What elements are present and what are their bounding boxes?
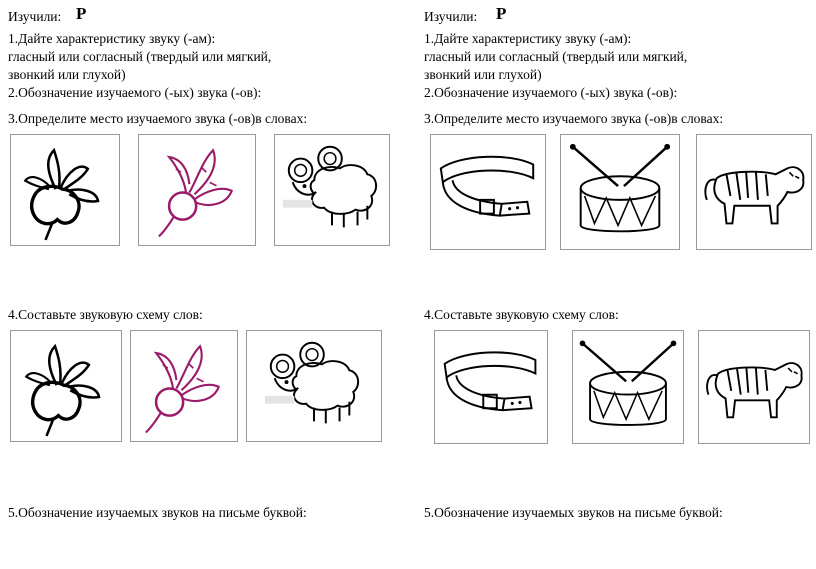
- tiger-icon: [699, 331, 809, 443]
- drum-icon: [561, 135, 679, 249]
- tiger-icon: [697, 135, 811, 249]
- ram-icon: [275, 135, 389, 245]
- studied-sound: Р: [76, 4, 87, 23]
- turnip-icon: [11, 331, 121, 441]
- studied-label: Изучили:: [424, 9, 478, 24]
- studied-label: Изучили:: [8, 9, 62, 24]
- task2: 2.Обозначение изучаемого (-ых) звука (-ов):: [424, 85, 678, 100]
- task1-line2: гласный или согласный (твердый или мягкий,: [424, 49, 688, 64]
- belt-picture: [430, 134, 546, 250]
- drum-picture: [560, 134, 680, 250]
- turnip-icon: [11, 135, 119, 245]
- studied-sound: Р: [496, 4, 507, 23]
- task1-line1: 1.Дайте характеристику звуку (-ам):: [424, 31, 632, 46]
- task3: 3.Определите место изучаемого звука (-ов)в словах:: [8, 111, 308, 126]
- task1-line3: звонкий или глухой): [8, 67, 126, 82]
- radish-icon: [139, 135, 255, 245]
- radish-icon: [131, 331, 237, 441]
- turnip-picture: [10, 134, 120, 246]
- ram-picture: [246, 330, 382, 442]
- belt-icon: [435, 331, 547, 443]
- left-worksheet: [0, 0, 400, 569]
- right-worksheet: [420, 0, 816, 569]
- task4: 4.Составьте звуковую схему слов:: [8, 307, 203, 322]
- task5: 5.Обозначение изучаемых звуков на письме буквой:: [424, 505, 723, 520]
- turnip-picture: [10, 330, 122, 442]
- belt-icon: [431, 135, 545, 249]
- radish-picture: [130, 330, 238, 442]
- drum-icon: [573, 331, 683, 443]
- task5: 5.Обозначение изучаемых звуков на письме буквой:: [8, 505, 307, 520]
- ram-picture: [274, 134, 390, 246]
- task4: 4.Составьте звуковую схему слов:: [424, 307, 619, 322]
- ram-icon: [247, 331, 381, 441]
- tiger-picture: [698, 330, 810, 444]
- task1-line2: гласный или согласный (твердый или мягкий,: [8, 49, 272, 64]
- task1-line3: звонкий или глухой): [424, 67, 542, 82]
- task3: 3.Определите место изучаемого звука (-ов)в словах:: [424, 111, 724, 126]
- drum-picture: [572, 330, 684, 444]
- radish-picture: [138, 134, 256, 246]
- task1-line1: 1.Дайте характеристику звуку (-ам):: [8, 31, 216, 46]
- tiger-picture: [696, 134, 812, 250]
- task2: 2.Обозначение изучаемого (-ых) звука (-ов):: [8, 85, 262, 100]
- belt-picture: [434, 330, 548, 444]
